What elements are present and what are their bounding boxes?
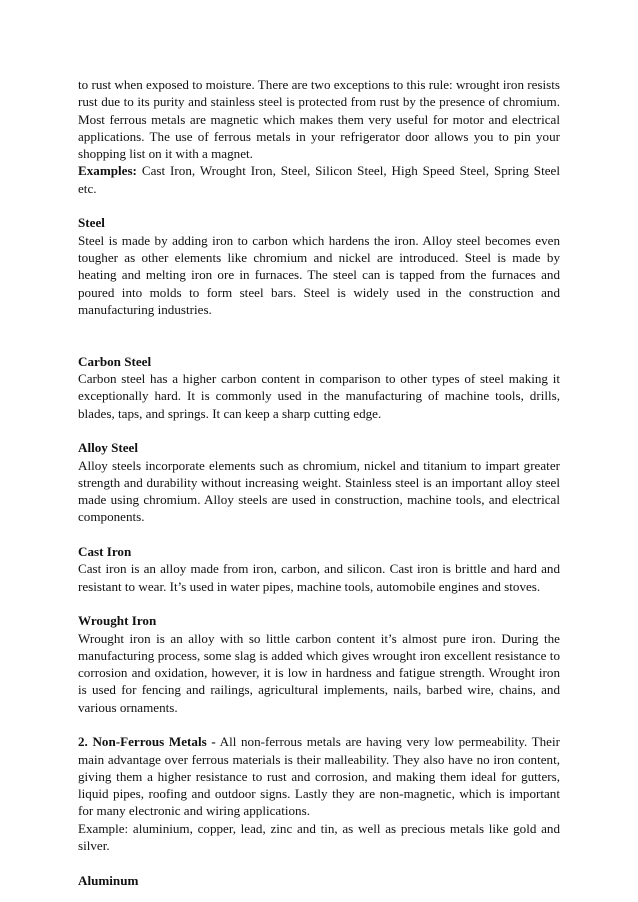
cast-iron-heading: Cast Iron <box>78 544 132 560</box>
non-ferrous-body: All non-ferrous metals are having very low permeability. Their main advantage over ferrous materials is their malleability. They also have no iron content, giving them a higher resistance to rust and corrosion, and making them ideal for gutters, liquid pipes, roofing and outdoor signs. Lastly they are non-magnetic, which is important for many electronic and wiring applications. <box>78 734 560 819</box>
examples-label: Examples: <box>78 163 137 179</box>
examples-text: Cast Iron, Wrought Iron, Steel, Silicon Steel, High Speed Steel, Spring Steel etc. <box>78 163 560 196</box>
wrought-iron-paragraph: Wrought iron is an alloy with so little carbon content it’s almost pure iron. During the manufacturing process, some slag is added which gives wrought iron excellent resistance to corrosion and oxidation, however, it is low in hardness and fatigue strength. Wrought iron is used for fencing and railings, agricultural implements, nails, barbed wire, chains, and various ornaments. <box>78 630 560 715</box>
wrought-iron-heading: Wrought Iron <box>78 613 157 629</box>
non-ferrous-heading: 2. Non-Ferrous Metals - <box>78 734 216 750</box>
carbon-steel-paragraph: Carbon steel has a higher carbon content in comparison to other types of steel making it exceptionally hard. It is commonly used in the manufacturing of machine tools, drills, blades, taps, and springs. It can keep a sharp cutting edge. <box>78 371 560 421</box>
alloy-steel-heading: Alloy Steel <box>78 440 139 456</box>
alloy-steel-paragraph: Alloy steels incorporate elements such as chromium, nickel and titanium to impart greater strength and durability without increasing weight. Stainless steel is an important alloy steel made using chromium. Alloy steels are used in construction, machine tools, and electrical components. <box>78 457 560 525</box>
steel-heading: Steel <box>78 215 105 231</box>
aluminum-heading: Aluminum <box>78 872 139 888</box>
cast-iron-paragraph: Cast iron is an alloy made from iron, carbon, and silicon. Cast iron is brittle and hard and resistant to wear. It’s used in water pipes, machine tools, automobile engines and stoves. <box>78 561 560 594</box>
non-ferrous-example: Example: aluminium, copper, lead, zinc and tin, as well as precious metals like gold and silver. <box>78 820 560 854</box>
intro-paragraph: to rust when exposed to moisture. There are two exceptions to this rule: wrought iron resists rust due to its purity and stainless steel is protected from rust by the presence of chromium. Most ferrous metals are magnetic which makes them very useful for motor and electrical applications. The use of ferrous metals in your refrigerator door allows you to pin your shopping list on it with a magnet. <box>78 77 560 162</box>
carbon-steel-heading: Carbon Steel <box>78 353 152 369</box>
examples-line <box>78 162 560 197</box>
document-page <box>78 76 560 889</box>
non-ferrous-paragraph <box>78 733 560 819</box>
steel-paragraph: Steel is made by adding iron to carbon which hardens the iron. Alloy steel becomes even tougher as other elements like chromium and nickel are introduced. Steel is made by heating and melting iron ore in furnaces. The steel can is tapped from the furnaces and poured into molds to form steel bars. Steel is widely used in the construction and manufacturing industries. <box>78 232 560 317</box>
